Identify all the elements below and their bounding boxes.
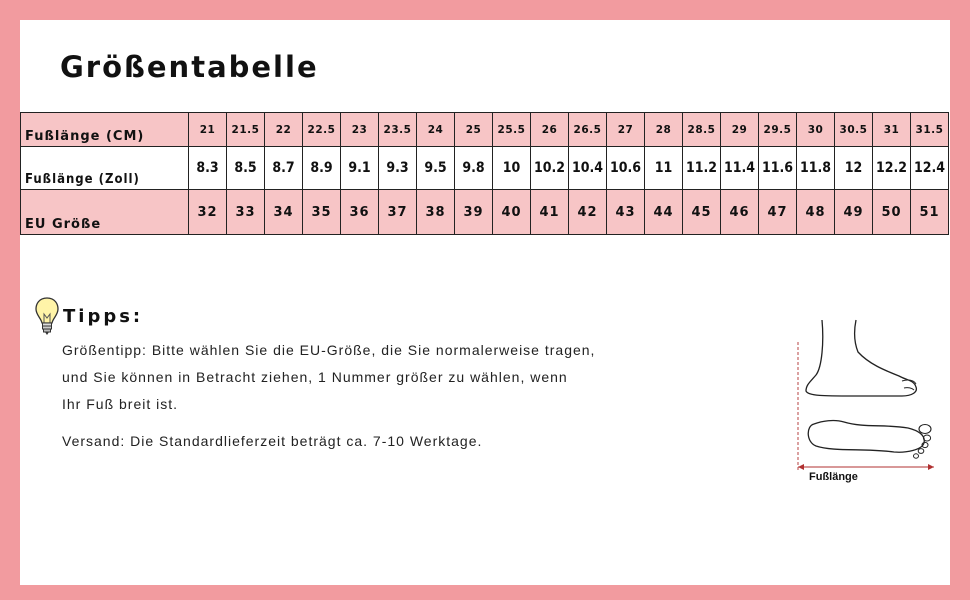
- eu-cell: 39: [455, 190, 493, 235]
- eu-cell: 32: [189, 190, 227, 235]
- zoll-cell: 11: [645, 147, 683, 190]
- zoll-cell: 8.3: [189, 147, 227, 190]
- zoll-cell: 9.5: [417, 147, 455, 190]
- shipping-note: Versand: Die Standardlieferzeit beträgt ca. 7-10 Werktage.: [62, 433, 483, 449]
- zoll-cell: 11.2: [683, 147, 721, 190]
- cm-cell: 21.5: [227, 113, 265, 147]
- cm-cell: 23: [341, 113, 379, 147]
- zoll-cell: 11.6: [759, 147, 797, 190]
- cm-cell: 26.5: [569, 113, 607, 147]
- eu-cell: 37: [379, 190, 417, 235]
- zoll-cell: 10.6: [607, 147, 645, 190]
- eu-cell: 41: [531, 190, 569, 235]
- eu-cell: 33: [227, 190, 265, 235]
- cm-cell: 23.5: [379, 113, 417, 147]
- cm-cell: 28: [645, 113, 683, 147]
- eu-cell: 44: [645, 190, 683, 235]
- zoll-cell: 10.4: [569, 147, 607, 190]
- eu-cell: 34: [265, 190, 303, 235]
- foot-side-icon: [806, 320, 916, 396]
- tips-heading: Tipps:: [63, 305, 144, 327]
- eu-cell: 49: [835, 190, 873, 235]
- size-chart-card: [20, 20, 950, 585]
- table-row-zoll: [21, 147, 949, 190]
- tips-line-2: und Sie können in Betracht ziehen, 1 Nummer größer zu wählen, wenn: [62, 369, 568, 385]
- cm-cell: 22.5: [303, 113, 341, 147]
- foot-sole-icon: [808, 421, 931, 459]
- eu-cell: 38: [417, 190, 455, 235]
- eu-cell: 40: [493, 190, 531, 235]
- foot-diagram: [784, 312, 934, 490]
- cm-cell: 27: [607, 113, 645, 147]
- length-dimension: [798, 342, 934, 472]
- row-label-zoll: Fußlänge (Zoll): [21, 147, 189, 190]
- zoll-cell: 10: [493, 147, 531, 190]
- cm-cell: 25.5: [493, 113, 531, 147]
- zoll-cell: 9.3: [379, 147, 417, 190]
- table-row-cm: [21, 113, 949, 147]
- tips-line-1: Größentipp: Bitte wählen Sie die EU-Größe, die Sie normalerweise tragen,: [62, 342, 596, 358]
- eu-cell: 50: [873, 190, 911, 235]
- eu-cell: 42: [569, 190, 607, 235]
- eu-cell: 51: [911, 190, 949, 235]
- cm-cell: 21: [189, 113, 227, 147]
- row-label-cm: Fußlänge (CM): [21, 113, 189, 147]
- zoll-cell: 12: [835, 147, 873, 190]
- cm-cell: 31: [873, 113, 911, 147]
- cm-cell: 30.5: [835, 113, 873, 147]
- cm-cell: 28.5: [683, 113, 721, 147]
- cm-cell: 30: [797, 113, 835, 147]
- eu-cell: 45: [683, 190, 721, 235]
- page-title: Größentabelle: [60, 50, 319, 84]
- cm-cell: 29.5: [759, 113, 797, 147]
- table-row-eu: [21, 190, 949, 235]
- eu-cell: 46: [721, 190, 759, 235]
- zoll-cell: 8.7: [265, 147, 303, 190]
- row-label-eu: EU Größe: [21, 190, 189, 235]
- cm-cell: 22: [265, 113, 303, 147]
- cm-cell: 24: [417, 113, 455, 147]
- foot-length-label: Fußlänge: [809, 471, 858, 483]
- zoll-cell: 11.8: [797, 147, 835, 190]
- zoll-cell: 9.8: [455, 147, 493, 190]
- cm-cell: 26: [531, 113, 569, 147]
- zoll-cell: 11.4: [721, 147, 759, 190]
- tips-header: [34, 294, 143, 338]
- eu-cell: 35: [303, 190, 341, 235]
- cm-cell: 25: [455, 113, 493, 147]
- zoll-cell: 8.9: [303, 147, 341, 190]
- zoll-cell: 9.1: [341, 147, 379, 190]
- size-table: [20, 112, 949, 235]
- lightbulb-icon: [34, 296, 60, 336]
- cm-cell: 29: [721, 113, 759, 147]
- eu-cell: 48: [797, 190, 835, 235]
- zoll-cell: 8.5: [227, 147, 265, 190]
- cm-cell: 31.5: [911, 113, 949, 147]
- zoll-cell: 12.4: [911, 147, 949, 190]
- zoll-cell: 12.2: [873, 147, 911, 190]
- eu-cell: 47: [759, 190, 797, 235]
- eu-cell: 43: [607, 190, 645, 235]
- tips-line-3: Ihr Fuß breit ist.: [62, 396, 179, 412]
- eu-cell: 36: [341, 190, 379, 235]
- zoll-cell: 10.2: [531, 147, 569, 190]
